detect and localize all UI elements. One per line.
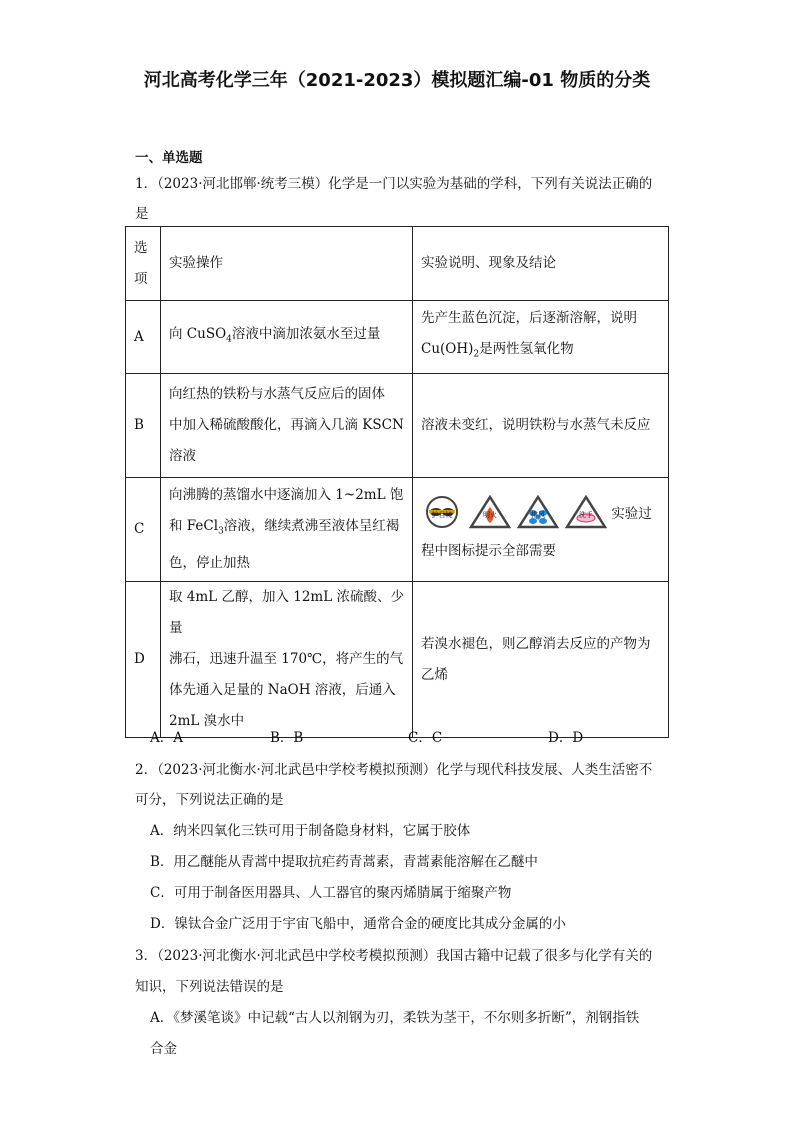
- table-row: [126, 582, 669, 738]
- choice-c[interactable]: C．C: [408, 730, 443, 746]
- q3-stem-cont: 知识，下列说法错误的是: [135, 979, 284, 995]
- q3-option-a-cont: 合金: [150, 1041, 177, 1057]
- choice-a[interactable]: A．A: [150, 730, 183, 746]
- q1-stem-cont: 是: [135, 206, 149, 222]
- q3-option-a[interactable]: A．《梦溪笔谈》中记载“古人以剂钢为刃，柔铁为茎干，不尔则多折断”，剂钢指铁: [150, 1010, 640, 1026]
- q2-option-a[interactable]: A．纳米四氧化三铁可用于制备隐身材料，它属于胶体: [150, 823, 471, 839]
- q2-option-b[interactable]: B．用乙醚能从青蒿中提取抗疟药青蒿素，青蒿素能溶解在乙醚中: [150, 854, 538, 870]
- flame-icon: 明火: [469, 495, 511, 535]
- table-row: [126, 478, 669, 582]
- q1-table: [125, 226, 669, 738]
- q2-option-d[interactable]: D．镍钛合金广泛用于宇宙飞船中，通常合金的硬度比其成分金属的小: [150, 916, 566, 932]
- q3-stem: 3．（2023·河北衡水·河北武邑中学校考模拟预测）我国古籍中记载了很多与化学有关的: [135, 948, 653, 964]
- row-operation: 向红热的铁粉与水蒸气反应后的固体 中加入稀硫酸酸化，再滴入几滴 KSCN 溶液: [161, 374, 413, 478]
- row-result: [413, 478, 669, 582]
- header-option: 选 项: [126, 227, 161, 301]
- table-row: [126, 374, 669, 478]
- header-operation: 实验操作: [161, 227, 413, 301]
- row-key: B: [126, 374, 161, 478]
- choice-d[interactable]: D．D: [548, 730, 584, 746]
- hand-wash-icon: 洗手: [565, 495, 607, 535]
- row-result-tail: 实验过: [611, 506, 652, 522]
- q2-option-c[interactable]: C．可用于制备医用器具、人工器官的聚丙烯腈属于缩聚产物: [150, 885, 512, 901]
- section-heading: 一、单选题: [135, 150, 203, 166]
- header-result: 实验说明、现象及结论: [413, 227, 669, 301]
- q1-stem: 1．（2023·河北邯郸·统考三模）化学是一门以实验为基础的学科，下列有关说法正确的: [135, 176, 653, 192]
- fan-icon: 排风: [517, 495, 559, 535]
- page-title: 河北高考化学三年（2021-2023）模拟题汇编-01 物质的分类: [143, 70, 651, 91]
- row-key: C: [126, 478, 161, 582]
- row-operation: 向沸腾的蒸馏水中逐滴加入 1~2mL 饱 和 FeCl$_3$溶液，继续煮沸至液体呈红褐 色，停止加热: [161, 478, 413, 582]
- row-operation: 取 4mL 乙醇，加入 12mL 浓硫酸、少量 沸石，迅速升温至 170℃，将产生的气 体先通入足量的 NaOH 溶液，后通入 2mL 溴水中: [161, 582, 413, 738]
- q2-stem-cont: 可分，下列说法正确的是: [135, 792, 284, 808]
- row-key: D: [126, 582, 161, 738]
- safety-signs: [421, 495, 607, 535]
- row-result: 先产生蓝色沉淀，后逐渐溶解，说明 $Cu(OH)_2$是两性氢氧化物: [413, 301, 669, 374]
- table-header-row: [126, 227, 669, 301]
- row-key: A: [126, 301, 161, 374]
- table-row: [126, 301, 669, 374]
- goggles-icon: 护目镜: [421, 495, 463, 535]
- q2-stem: 2．（2023·河北衡水·河北武邑中学校考模拟预测）化学与现代科技发展、人类生活密不: [135, 762, 653, 778]
- choice-b[interactable]: B．B: [270, 730, 304, 746]
- row-operation: 向 CuSO$_4$溶液中滴加浓氨水至过量: [161, 301, 413, 374]
- row-result-cont: 程中图标提示全部需要: [421, 543, 556, 559]
- row-result: 若溴水褪色，则乙醇消去反应的产物为 乙烯: [413, 582, 669, 738]
- row-result: 溶液未变红，说明铁粉与水蒸气未反应: [413, 374, 669, 478]
